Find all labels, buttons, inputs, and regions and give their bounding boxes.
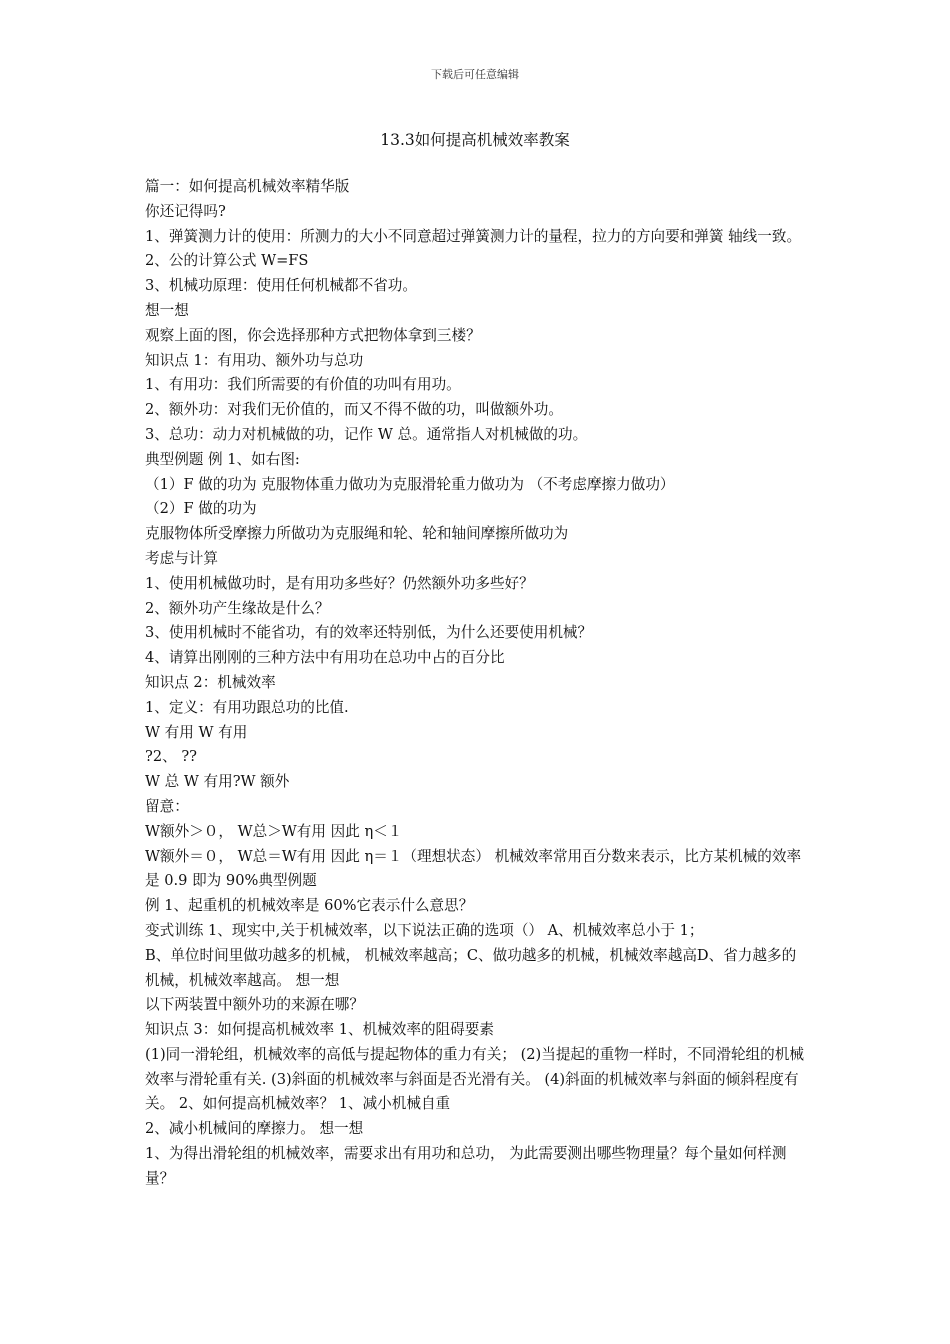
text-line: 留意： <box>145 797 189 815</box>
text-line: W额外＞０， W总＞W有用 因此 η＜１ <box>145 822 403 840</box>
text-line: 3、总功：动力对机械做的功，记作 W 总。通常指人对机械做的功。 <box>145 425 588 443</box>
text-line: 1、为得出滑轮组的机械效率，需要求出有用功和总功， 为此需要测出哪些物理量？每个量如何样测量？ <box>145 1145 787 1187</box>
text-line: 想一想 <box>145 301 189 319</box>
text-line: 1、定义：有用功跟总功的比值. <box>145 698 349 716</box>
text-line: （2）F 做的功为 <box>145 500 257 518</box>
text-line: 例 1、起重机的机械效率是 60%它表示什么意思？ <box>145 897 474 915</box>
text-line: 1、使用机械做功时，是有用功多些好？仍然额外功多些好？ <box>145 574 534 592</box>
text-line: 以下两装置中额外功的来源在哪？ <box>145 996 364 1014</box>
text-line: 知识点 3：如何提高机械效率 1、机械效率的阻碍要素 <box>145 1021 494 1039</box>
document-title: 13.3如何提高机械效率教案 <box>380 131 570 149</box>
text-line: 4、请算出刚刚的三种方法中有用功在总功中占的百分比 <box>145 649 505 667</box>
text-line: 2、公的计算公式 W=FS <box>145 252 309 270</box>
text-line: 知识点 2：机械效率 <box>145 673 276 691</box>
text-line: 2、减小机械间的摩擦力。 想一想 <box>145 1120 364 1138</box>
text-line: (1)同一滑轮组，机械效率的高低与提起物体的重力有关； (2)当提起的重物一样时，不同滑轮组的机械效率与滑轮重有关. (3)斜面的机械效率与斜面是否光滑有关。 (4)斜面的机械效率与斜面的倾斜程度有关。 2、如何提高机械效率？ 1、减小机械自重 <box>145 1045 804 1113</box>
text-line: ?2、 ?? <box>145 748 197 766</box>
text-line: W额外＝０， W总＝W有用 因此 η＝１（理想状态） 机械效率常用百分数来表示，比方某机械的效率是 0.9 即为 90%典型例题 <box>145 847 802 890</box>
text-line: 篇一：如何提高机械效率精华版 <box>145 178 350 195</box>
text-line: 你还记得吗? <box>145 202 226 220</box>
text-line: 2、额外功产生缘故是什么？ <box>145 599 330 617</box>
text-line: 1、有用功：我们所需要的有价值的功叫有用功。 <box>145 376 461 394</box>
text-line: 观察上面的图，你会选择那种方式把物体拿到三楼？ <box>145 326 481 344</box>
page-header: 下载后可任意编辑 <box>431 68 519 81</box>
text-line: 考虑与计算 <box>145 549 218 567</box>
document-body <box>145 175 810 1192</box>
text-line: 变式训练 1、现实中,关于机械效率，以下说法正确的选项（） A、机械效率总小于 1； <box>145 921 704 939</box>
text-line: 1、弹簧测力计的使用：所测力的大小不同意超过弹簧测力计的量程，拉力的方向要和弹簧 轴线一致。 <box>145 227 802 245</box>
text-line: 典型例题 例 1、如右图: <box>145 450 300 468</box>
text-line: 3、使用机械时不能省功，有的效率还特别低，为什么还要使用机械？ <box>145 624 593 642</box>
text-line: 知识点 1：有用功、额外功与总功 <box>145 351 364 369</box>
text-line: W 有用 W 有用 <box>145 723 248 741</box>
text-line: 克服物体所受摩擦力所做功为克服绳和轮、轮和轴间摩擦所做功为 <box>145 525 569 543</box>
text-line: W 总 W 有用?W 额外 <box>145 773 290 791</box>
text-line: （1）F 做的功为 克服物体重力做功为克服滑轮重力做功为 （不考虑摩擦力做功） <box>145 475 675 493</box>
text-line: 2、额外功：对我们无价值的，而又不得不做的功，叫做额外功。 <box>145 401 563 419</box>
text-line: 3、机械功原理：使用任何机械都不省功。 <box>145 277 417 295</box>
text-line: B、单位时间里做功越多的机械， 机械效率越高；C、做功越多的机械，机械效率越高D、省力越多的机械，机械效率越高。 想一想 <box>145 946 797 989</box>
